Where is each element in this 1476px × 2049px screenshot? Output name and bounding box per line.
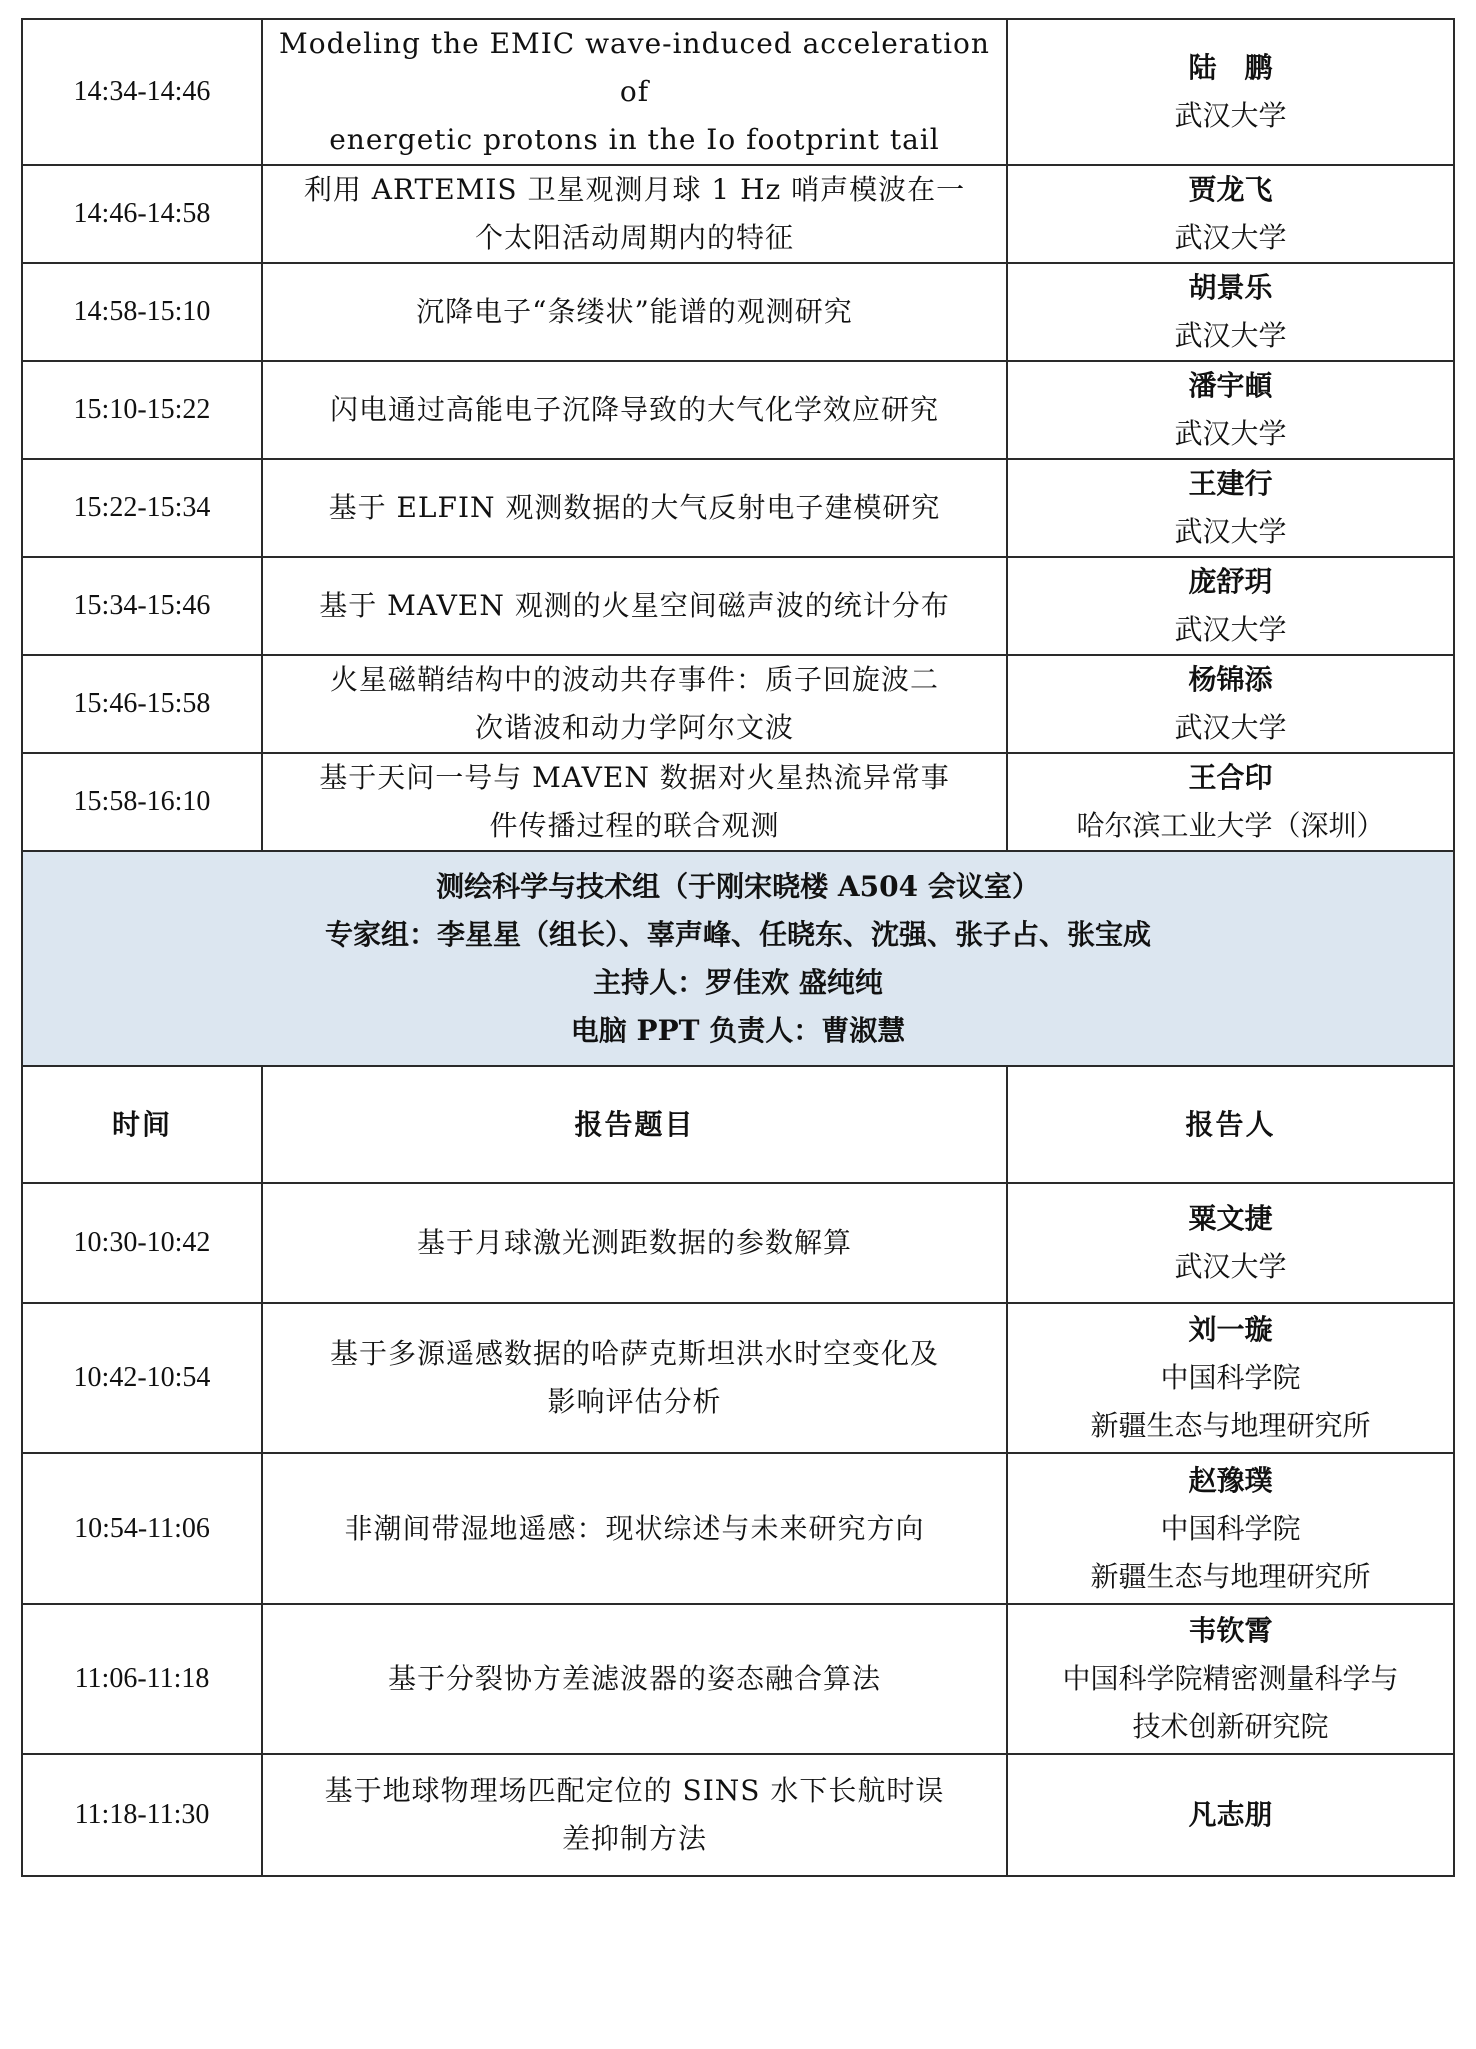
speaker-affiliation: 武汉大学 [1174, 319, 1287, 352]
table-row [22, 263, 1454, 361]
speaker-name: 王建行 [1188, 467, 1273, 500]
speaker-name: 刘一璇 [1188, 1313, 1273, 1346]
header-speaker: 报告人 [1007, 1066, 1454, 1183]
speaker-name: 杨锦添 [1188, 663, 1273, 696]
speaker-cell [1007, 753, 1454, 851]
speaker-name: 胡景乐 [1188, 271, 1273, 304]
table-row [22, 165, 1454, 263]
expert-group: 专家组：李星星（组长）、辜声峰、任晓东、沈强、张子占、张宝成 [324, 917, 1151, 951]
time-cell: 15:22-15:34 [22, 459, 262, 557]
title-cell [262, 1183, 1007, 1303]
speaker-name: 赵豫璞 [1188, 1463, 1273, 1497]
title-cell [262, 1604, 1007, 1754]
table-row [22, 1754, 1454, 1876]
speaker-cell [1007, 1303, 1454, 1453]
speaker-cell [1007, 655, 1454, 753]
title-line: 基于地球物理场匹配定位的 SINS 水下长航时误 [324, 1774, 945, 1807]
section-header [22, 851, 1454, 1183]
host: 主持人：罗佳欢 盛纯纯 [593, 965, 883, 999]
speaker-name: 韦钦霄 [1188, 1614, 1273, 1647]
speaker-cell [1007, 1453, 1454, 1604]
title-line: 基于月球激光测距数据的参数解算 [416, 1226, 852, 1259]
speaker-name: 庞舒玥 [1188, 565, 1273, 598]
time-cell: 15:34-15:46 [22, 557, 262, 655]
table-row [22, 1183, 1454, 1303]
table-row [22, 1303, 1454, 1453]
time-cell: 11:18-11:30 [22, 1754, 262, 1876]
title-cell [262, 1453, 1007, 1604]
title-line: 基于 MAVEN 观测的火星空间磁声波的统计分布 [319, 589, 950, 622]
title-line: 利用 ARTEMIS 卫星观测月球 1 Hz 哨声模波在一 [303, 173, 966, 206]
speaker-name: 粟文捷 [1188, 1202, 1273, 1235]
title-line: 影响评估分析 [547, 1385, 722, 1418]
speaker-name: 陆 鹏 [1188, 51, 1273, 84]
time-cell: 10:42-10:54 [22, 1303, 262, 1453]
table-row [22, 459, 1454, 557]
title-line: 沉降电子“条缕状”能谱的观测研究 [416, 295, 853, 328]
speaker-name: 王合印 [1188, 761, 1273, 794]
table-row [22, 361, 1454, 459]
title-line: 闪电通过高能电子沉降导致的大气化学效应研究 [329, 393, 939, 426]
table-row [22, 19, 1454, 165]
title-line: 件传播过程的联合观测 [489, 809, 780, 842]
time-cell: 15:58-16:10 [22, 753, 262, 851]
table-row [22, 655, 1454, 753]
title-cell [262, 655, 1007, 753]
title-line: Modeling the EMIC wave-induced acceleration of [279, 27, 990, 108]
title-cell [262, 1303, 1007, 1453]
time-cell: 15:46-15:58 [22, 655, 262, 753]
title-cell [262, 361, 1007, 459]
time-cell: 10:54-11:06 [22, 1453, 262, 1604]
title-cell [262, 459, 1007, 557]
table-row [22, 753, 1454, 851]
session2-body [22, 1183, 1454, 1876]
speaker-name: 贾龙飞 [1188, 173, 1273, 206]
time-cell: 11:06-11:18 [22, 1604, 262, 1754]
title-cell [262, 557, 1007, 655]
column-header-row [22, 1066, 1454, 1183]
table-row [22, 1453, 1454, 1604]
speaker-name: 潘宇頔 [1188, 369, 1273, 402]
title-line: 个太阳活动周期内的特征 [474, 221, 794, 254]
time-cell: 14:34-14:46 [22, 19, 262, 165]
title-line: 次谐波和动力学阿尔文波 [474, 711, 794, 744]
speaker-affiliation: 哈尔滨工业大学（深圳） [1076, 809, 1385, 842]
session1-body [22, 19, 1454, 851]
title-line: 差抑制方法 [561, 1822, 707, 1855]
speaker-cell [1007, 1754, 1454, 1876]
speaker-cell [1007, 459, 1454, 557]
header-title: 报告题目 [262, 1066, 1007, 1183]
speaker-affiliation: 中国科学院 [1160, 1511, 1301, 1545]
title-line: 火星磁鞘结构中的波动共存事件：质子回旋波二 [329, 663, 939, 696]
speaker-cell [1007, 361, 1454, 459]
title-line: 基于多源遥感数据的哈萨克斯坦洪水时空变化及 [329, 1337, 939, 1370]
title-line: 基于分裂协方差滤波器的姿态融合算法 [387, 1662, 881, 1695]
time-cell: 15:10-15:22 [22, 361, 262, 459]
speaker-name: 凡志朋 [1188, 1798, 1273, 1831]
title-cell [262, 263, 1007, 361]
title-line: 非潮间带湿地遥感：现状综述与未来研究方向 [344, 1511, 925, 1545]
table-row [22, 1604, 1454, 1754]
speaker-affiliation: 武汉大学 [1174, 515, 1287, 548]
title-cell [262, 19, 1007, 165]
ppt-manager: 电脑 PPT 负责人：曹淑慧 [570, 1013, 906, 1047]
speaker-affiliation: 技术创新研究院 [1132, 1710, 1329, 1743]
title-line: 基于天问一号与 MAVEN 数据对火星热流异常事 [319, 761, 950, 794]
speaker-affiliation: 中国科学院精密测量科学与 [1062, 1662, 1399, 1695]
speaker-affiliation: 武汉大学 [1174, 99, 1287, 132]
section-title: 测绘科学与技术组（于刚宋晓楼 A504 会议室） [436, 869, 1040, 903]
schedule-table [21, 18, 1455, 1877]
header-time: 时间 [22, 1066, 262, 1183]
title-line: energetic protons in the Io footprint tail [329, 123, 940, 156]
speaker-cell [1007, 19, 1454, 165]
time-cell: 14:58-15:10 [22, 263, 262, 361]
time-cell: 14:46-14:58 [22, 165, 262, 263]
speaker-affiliation: 武汉大学 [1174, 711, 1287, 744]
speaker-cell [1007, 557, 1454, 655]
title-cell [262, 753, 1007, 851]
speaker-cell [1007, 165, 1454, 263]
speaker-affiliation: 中国科学院 [1160, 1361, 1301, 1394]
title-line: 基于 ELFIN 观测数据的大气反射电子建模研究 [328, 491, 941, 524]
speaker-affiliation: 武汉大学 [1174, 221, 1287, 254]
title-cell [262, 165, 1007, 263]
speaker-affiliation: 武汉大学 [1174, 613, 1287, 646]
speaker-affiliation: 新疆生态与地理研究所 [1090, 1559, 1371, 1593]
speaker-affiliation: 武汉大学 [1174, 1250, 1287, 1283]
speaker-cell [1007, 1183, 1454, 1303]
section-row [22, 851, 1454, 1066]
time-cell: 10:30-10:42 [22, 1183, 262, 1303]
speaker-cell [1007, 263, 1454, 361]
table-row [22, 557, 1454, 655]
speaker-affiliation: 武汉大学 [1174, 417, 1287, 450]
speaker-cell [1007, 1604, 1454, 1754]
section-cell [22, 851, 1454, 1066]
title-cell [262, 1754, 1007, 1876]
speaker-affiliation: 新疆生态与地理研究所 [1090, 1409, 1371, 1442]
